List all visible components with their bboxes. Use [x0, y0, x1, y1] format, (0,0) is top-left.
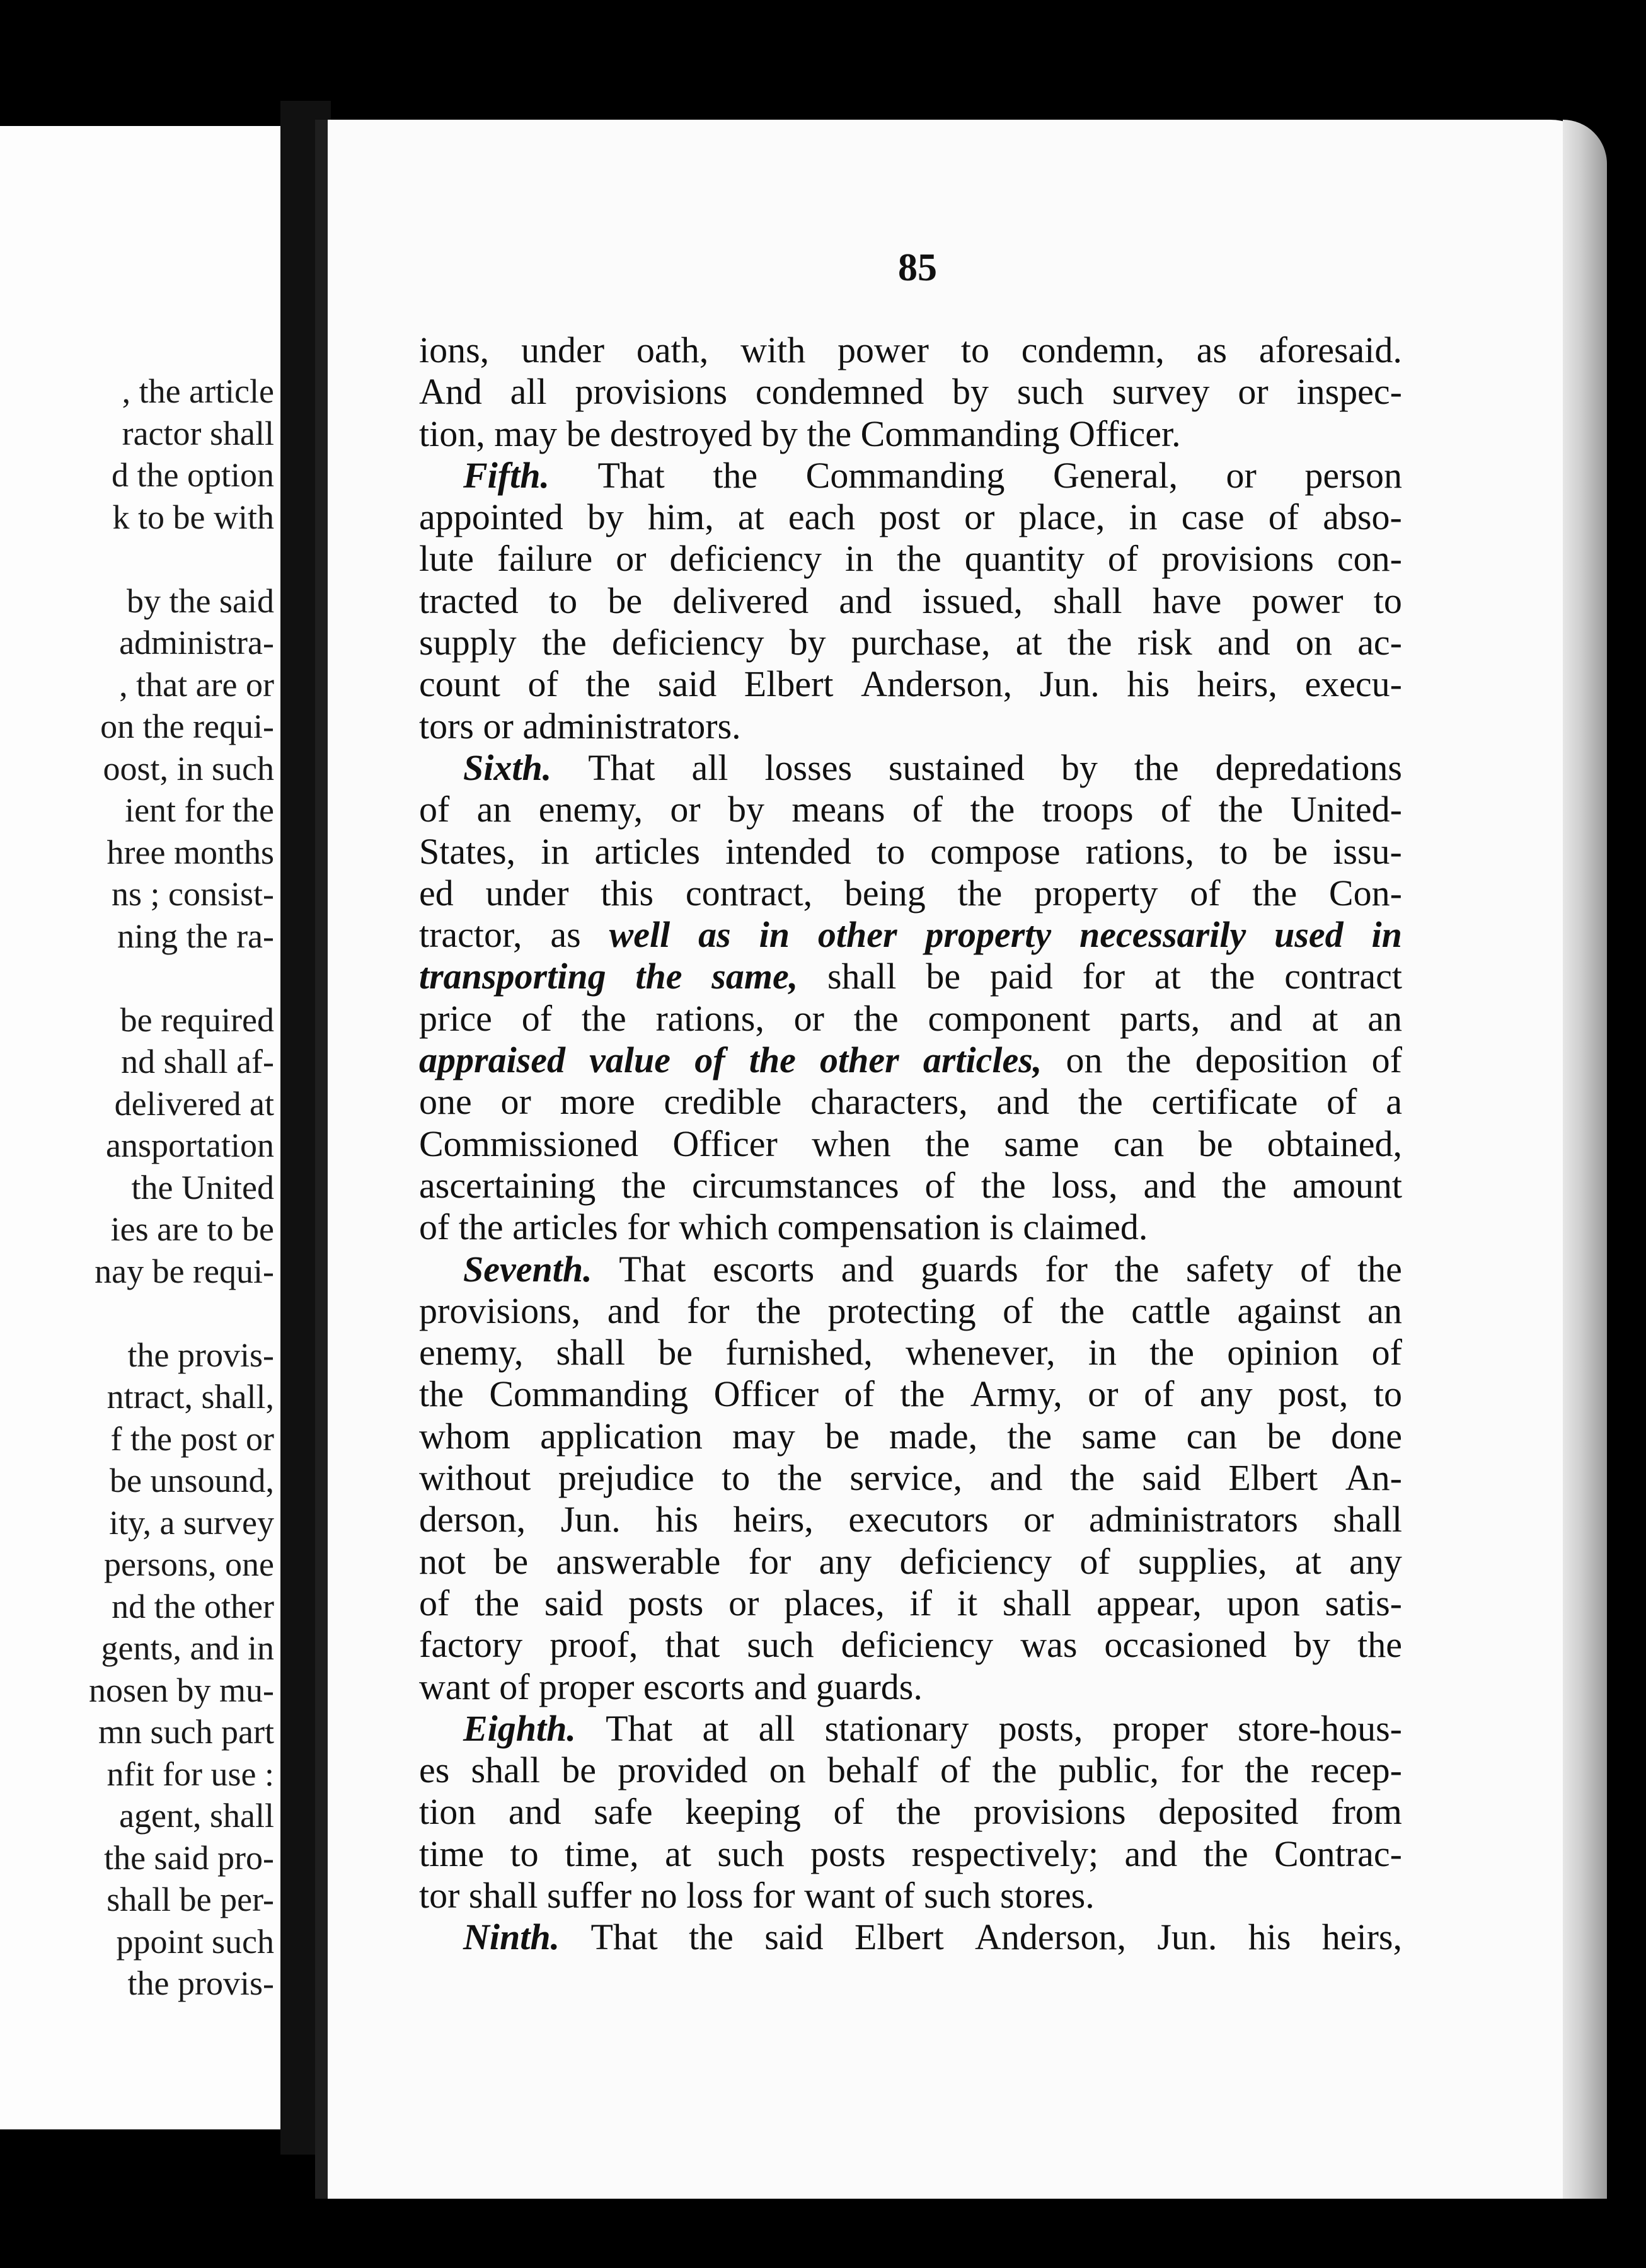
- text-line: Eighth. That at all stationary posts, proper store-hous-: [463, 1707, 1402, 1749]
- page-spine-shadow: [315, 120, 328, 2199]
- left-text-line: delivered at: [114, 1084, 274, 1123]
- text-line: whom application may be made, the same can be done: [419, 1415, 1402, 1457]
- text-line: And all provisions condemned by such survey or inspec-: [419, 371, 1402, 413]
- left-text-line: persons, one: [104, 1545, 274, 1583]
- left-page-text: [89, 370, 274, 2005]
- left-text-line: nd shall af-: [121, 1043, 274, 1080]
- left-text-line: be unsound,: [110, 1462, 274, 1499]
- text-line: appraised value of the other articles, on the deposition of: [419, 1040, 1402, 1081]
- text-line: tracted to be delivered and issued, shall have power to: [419, 580, 1402, 621]
- text-line: of the said posts or places, if it shall appear, upon satis-: [419, 1582, 1402, 1624]
- text-line: derson, Jun. his heirs, executors or administrators shall: [419, 1499, 1402, 1540]
- text-line: tor shall suffer no loss for want of such stores.: [419, 1874, 1095, 1916]
- page-body-text: [419, 329, 1402, 1959]
- text-line: the Commanding Officer of the Army, or of any post, to: [419, 1373, 1402, 1415]
- left-text-line: k to be with: [112, 498, 274, 536]
- text-line: lute failure or deficiency in the quantity of provisions con-: [419, 538, 1402, 580]
- text-line: tors or administrators.: [419, 705, 741, 747]
- text-line: ions, under oath, with power to condemn, as aforesaid.: [419, 329, 1402, 370]
- text-line: without prejudice to the service, and the said Elbert An-: [419, 1457, 1402, 1499]
- text-line: transporting the same, shall be paid for at the contract: [419, 956, 1402, 997]
- left-text-line: ient for the: [125, 791, 274, 829]
- left-text-line: be required: [120, 1000, 274, 1039]
- text-line: factory proof, that such deficiency was occasioned by the: [419, 1624, 1402, 1666]
- left-text-line: ractor shall: [122, 414, 274, 452]
- text-line: ascertaining the circumstances of the loss, and the amount: [419, 1164, 1402, 1206]
- text-line: supply the deficiency by purchase, at the risk and on ac-: [419, 622, 1402, 663]
- text-line: Sixth. That all losses sustained by the depredations: [463, 747, 1402, 788]
- left-text-line: , the article: [122, 372, 274, 410]
- left-text-line: ity, a survey: [109, 1503, 274, 1542]
- left-text-line: hree months: [106, 833, 274, 871]
- left-text-line: ntract, shall,: [106, 1378, 274, 1416]
- left-text-line: ppoint such: [116, 1922, 274, 1961]
- left-text-line: oost, in such: [103, 749, 274, 788]
- left-text-line: mn such part: [98, 1713, 274, 1751]
- left-text-line: [89, 538, 274, 580]
- left-text-line: ns ; consist-: [111, 875, 274, 913]
- text-line: one or more credible characters, and the certificate of a: [419, 1081, 1402, 1123]
- left-text-line: agent, shall: [119, 1797, 274, 1835]
- left-text-line: by the said: [127, 581, 274, 620]
- text-line: Commissioned Officer when the same can be obtained,: [419, 1123, 1402, 1164]
- left-text-line: gents, and in: [101, 1629, 274, 1667]
- page-edge: [1563, 120, 1607, 2199]
- left-text-line: d the option: [112, 456, 274, 494]
- text-line: tractor, as well as in other property necessarily used in: [419, 914, 1402, 956]
- text-line: price of the rations, or the component parts, and at an: [419, 997, 1402, 1039]
- left-text-line: nosen by mu-: [89, 1671, 274, 1709]
- left-text-line: ies are to be: [110, 1210, 274, 1248]
- left-text-line: ansportation: [106, 1126, 274, 1164]
- text-line: not be answerable for any deficiency of supplies, at any: [419, 1540, 1402, 1582]
- text-line: Seventh. That escorts and guards for the safety of the: [463, 1248, 1402, 1290]
- text-line: tion, may be destroyed by the Commanding Officer.: [419, 413, 1181, 454]
- text-line: ed under this contract, being the property of the Con-: [419, 872, 1402, 914]
- left-text-line: f the post or: [110, 1419, 274, 1458]
- text-line: enemy, shall be furnished, whenever, in the opinion of: [419, 1332, 1402, 1373]
- text-line: es shall be provided on behalf of the public, for the recep-: [419, 1750, 1402, 1791]
- left-text-line: the United: [131, 1168, 274, 1206]
- left-text-line: on the requi-: [100, 707, 274, 745]
- left-text-line: nay be requi-: [95, 1252, 274, 1290]
- left-text-line: [89, 1292, 274, 1334]
- left-text-line: ning the ra-: [117, 917, 274, 955]
- left-text-line: nfit for use :: [106, 1755, 274, 1793]
- left-text-line: shall be per-: [106, 1881, 274, 1918]
- left-text-line: administra-: [119, 624, 274, 662]
- text-line: Fifth. That the Commanding General, or person: [463, 454, 1402, 496]
- text-line: count of the said Elbert Anderson, Jun. his heirs, execu-: [419, 663, 1402, 705]
- text-line: tion and safe keeping of the provisions deposited from: [419, 1791, 1402, 1833]
- left-text-line: the said pro-: [104, 1838, 274, 1877]
- text-line: time to time, at such posts respectively; and the Contrac-: [419, 1833, 1402, 1874]
- text-line: of the articles for which compensation is claimed.: [419, 1206, 1148, 1248]
- right-page: [315, 120, 1607, 2199]
- left-text-line: the provis-: [127, 1336, 274, 1374]
- left-text-line: , that are or: [119, 665, 274, 704]
- left-text-line: the provis-: [127, 1964, 274, 2002]
- left-page: [0, 126, 280, 2129]
- text-line: of an enemy, or by means of the troops of the United-: [419, 789, 1402, 830]
- text-line: Ninth. That the said Elbert Anderson, Jun. his heirs,: [463, 1916, 1402, 1958]
- text-line: want of proper escorts and guards.: [419, 1666, 923, 1707]
- page-number: 85: [898, 246, 937, 289]
- text-line: appointed by him, at each post or place, in case of abso-: [419, 496, 1402, 538]
- left-text-line: nd the other: [112, 1587, 274, 1625]
- text-line: provisions, and for the protecting of the cattle against an: [419, 1290, 1402, 1331]
- text-line: States, in articles intended to compose rations, to be issu-: [419, 830, 1402, 872]
- left-text-line: [89, 957, 274, 999]
